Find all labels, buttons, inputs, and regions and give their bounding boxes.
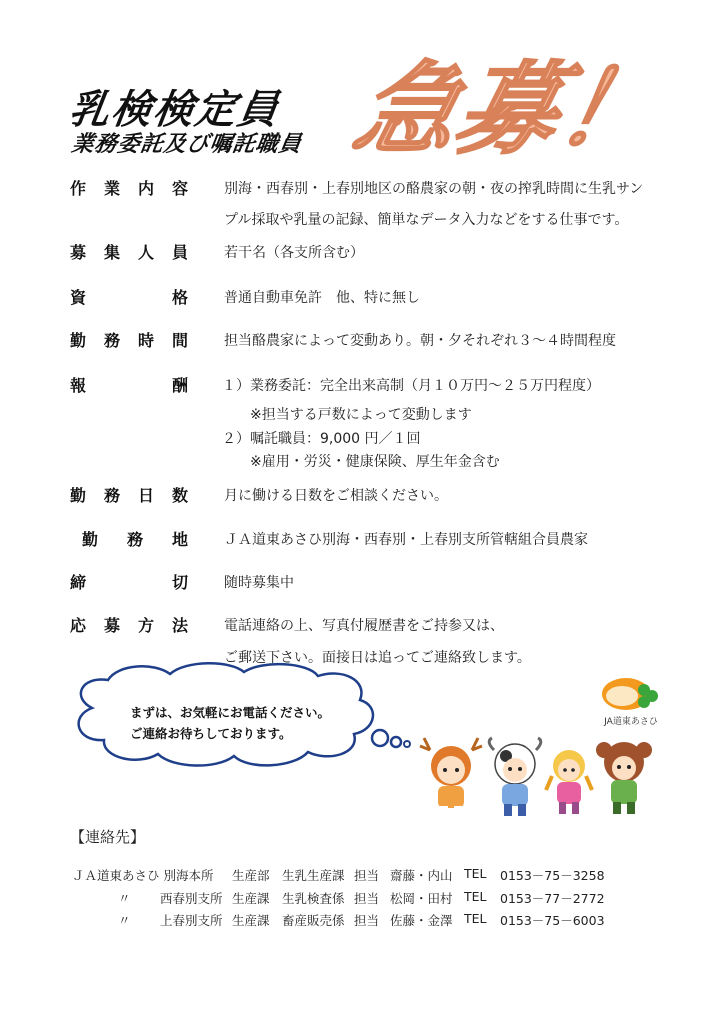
label-work-hours: 勤 務 時 間 [70,331,188,350]
page-title: 乳検検定員 [66,87,283,133]
value-deadline: 随時募集中 [224,575,294,591]
mascot-deer-icon [416,736,486,818]
value-qualification: 普通自動車免許 他、特に無し [224,290,420,306]
value-work-content-2: プル採取や乳量の記録、簡単なデータ入力などをする仕事です。 [224,212,629,228]
label-openings: 募 集 人 員 [70,243,188,262]
mascot-bear-icon [592,736,656,818]
page-subtitle: 業務委託及び嘱託職員 [69,132,304,157]
label-work-days: 勤 務 日 数 [70,486,188,505]
value-openings: 若干名（各支所含む） [224,245,364,261]
value-compensation-2: ※担当する戸数によって変動します [250,407,472,423]
value-how-to-apply-1: 電話連絡の上、写真付履歴書をご持参又は、 [224,618,504,634]
logo-text: JA道東あさひ [604,717,658,727]
value-compensation-1: １）業務委託：完全出来高制（月１０万円～２５万円程度） [222,378,600,394]
value-compensation-4: ※雇用・労災・健康保険、厚生年金含む [250,454,500,470]
value-how-to-apply-2: ご郵送下さい。面接日は追ってご連絡致します。 [224,650,531,666]
urgent-text: 急募！ [344,51,674,168]
cloud-message-2: ご連絡お待ちしております。 [130,726,292,741]
cloud-message-1: まずは、お気軽にお電話ください。 [130,705,331,720]
label-compensation: 報 酬 [70,376,188,395]
value-work-hours: 担当酪農家によって変動あり。朝・夕それぞれ３～４時間程度 [224,333,616,349]
urgent-banner [344,40,690,168]
value-compensation-3: ２）嘱託職員：9,000 円／１回 [222,431,421,447]
value-work-location: ＪＡ道東あさひ別海・西春別・上春別支所管轄組合員農家 [224,532,588,548]
label-work-location: 勤 務 地 [82,530,188,549]
label-how-to-apply: 応 募 方 法 [70,616,188,635]
value-work-days: 月に働ける日数をご相談ください。 [224,488,448,504]
mascot-cow-icon [484,736,546,818]
label-qualification: 資 格 [70,288,188,307]
contact-heading: 【連絡先】 [70,828,146,846]
label-work-content: 作 業 内 容 [70,179,188,198]
label-deadline: 締 切 [70,573,188,592]
mascot-girl-icon [544,736,594,818]
ja-logo-icon [598,672,662,716]
value-work-content-1: 別海・西春別・上春別地区の酪農家の朝・夜の搾乳時間に生乳サン [224,181,644,197]
